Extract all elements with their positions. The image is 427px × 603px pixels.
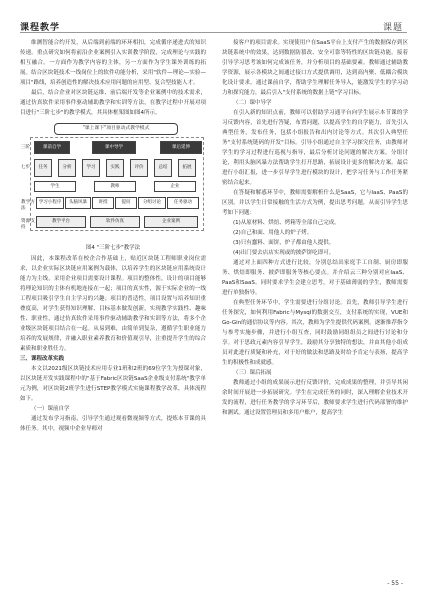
resource-box: 企业案例 xyxy=(144,216,198,228)
method-box: 讲授 xyxy=(92,197,114,209)
paragraph: 通过发布学习指南，引导学生通过观看微视频等方式，提炼本节课的具体任务。其中，视频中企业导师对 xyxy=(20,416,206,432)
figure-title: "课上课下"项目驱动式教学模式 xyxy=(54,123,178,135)
step-box: 总结 xyxy=(154,159,172,177)
step-box: 拓展 xyxy=(178,159,196,177)
actor-box: 企业 xyxy=(154,181,196,192)
right-column xyxy=(222,38,408,418)
method-box: 任务驱动 xyxy=(167,197,199,209)
method-box: 分组讨论 xyxy=(138,197,166,209)
resource-box: 教学平台 xyxy=(36,216,86,228)
list-item: (2)自己和面、用他人的炉子烤。 xyxy=(233,230,313,236)
paragraph: 本文以2021级区块链技术应用专业1班和2班的69位学生为授课对象，以区块链开发实践课程中的"基于Fabric区块链SaaS企业级支付系统"教学单元为例，对区块链2班学生进行STEP教学模式实施课程教学改革，具体流程如下。 xyxy=(20,366,206,402)
list-item: (1)从原材料、烘焙、烤箱等全部自己完成。 xyxy=(233,220,340,226)
actor-box: 学生 xyxy=(34,181,76,192)
left-column xyxy=(20,38,206,434)
method-box: 学习小程序 xyxy=(36,197,64,209)
resource-box: 软件仿真 xyxy=(90,216,140,228)
journal-section-label: 课程教学 xyxy=(20,23,61,33)
method-box: 提问 xyxy=(115,197,137,209)
section-tag: 课题 xyxy=(382,23,403,33)
section-heading: 三、课程改革实践 xyxy=(20,356,65,362)
step-box: 实践 xyxy=(106,159,124,177)
paragraph: 因此，本课程改革在校企合作基础上，贴近区块链工程师职业岗位需求，以企业实际区块链应用案例为载体，以培养学生的区块链应用系统设计能力为主线，采用企业项目需要设计课程。项目的整体性，设计的项目能够将理论知识的主体有机地连接在一起；项目的真实性，源于实际企业的一线工程项目吸引学生自主学习的兴趣；项目的普适性，项目设置与培养知识重叠度高，对学生获得知识理解、目标基本做发创新，实现教学实践性、趣味性、职业性，通过仿真软件采用事件驱动辅助教学和实训等方法，将多个企业级区块链项目结合在一起。从易到难，由简单到复杂，遵循学生职业能力培养的发展规律，并融入职业素养教育和价值观引导，注重提升学生的综合素质和职业胜任力。 xyxy=(20,256,206,352)
step-box: 分析 xyxy=(58,159,76,177)
actor-box: 教师 xyxy=(94,181,136,192)
page-header xyxy=(0,0,427,38)
subsection-heading: （二）课中导学 xyxy=(233,100,272,106)
stage-box: 课后延伸 xyxy=(160,141,202,154)
paragraph: 教师通过小组的成果展示进行反馈评价，完成成果的整理，并引导其闲余时间开展进一步拓展研究。学生在完成任务的同时，深入理解企业技术开发的流程，进行任务教学的学习环节后，教师要求学生进行代码部署的维护和测试。通过设置管理员和多用户账户，提高学生 xyxy=(222,380,408,416)
step-box: 学习 xyxy=(82,159,100,177)
figure-frame xyxy=(30,137,204,231)
teaching-model-figure xyxy=(20,121,206,241)
stage-box: 课中导学 xyxy=(92,141,136,154)
subsection-heading: （一）课前自学 xyxy=(31,406,70,412)
step-axis-label: 七步 xyxy=(21,165,30,170)
header-divider xyxy=(20,32,407,33)
method-box: 头脑风暴 xyxy=(65,197,91,209)
paragraph: 在答疑和解惑环节中，教师需要解析什么是SaaS，它与IaaS、PaaS的区别。并以学生日常接触的生活方式为例，提出思考问题，从而引导学生思考如下问题： xyxy=(222,190,408,216)
paragraph: 最后，结合企业对区块链运维、前后端开发等企业案例中的技术需求，通过仿真软件采用事件驱动辅助教学和实训等方法，在教学过程中开展对项目进行"三阶七步"的教学模式，其具体框架图如图4所示。 xyxy=(20,90,206,116)
stage-box: 课前自学 xyxy=(34,141,70,154)
subsection-heading: （三）课后拓展 xyxy=(233,370,272,376)
means-axis-label: 教学方法 xyxy=(21,200,35,211)
step-box: 评价 xyxy=(130,159,148,177)
paragraph: 在典型任务环节中，学生需要进行分组讨论。首先，教师引导学生进行任务探究，如何利用Fabric与Mysql的数据交互，支付系统的实现，VUE和Go-Gin的通信协议等内容。其次，教师为学生提供代码案例，逐渐推荐指令与参考实施步骤，并进行小组互查，同时鼓励同组组员之间进行讨论和分享。对于思政元素内容引导学生，鼓励其分享独特的想法，并由其他小组成员对此进行质疑和补充，对于好的做法和思路及时给予肯定与表扬，提高学生的积极性和成就感。 xyxy=(222,300,408,366)
figure-caption: 图4 "三阶七步"教学法 xyxy=(85,245,141,251)
list-item: (4)出门要去店店实现或的披萨饼吃即可。 xyxy=(233,250,335,256)
stage-axis-label: 三阶 xyxy=(21,145,30,150)
paragraph: 维测智能合约开发，从后端到前端的环环相扣，完成循序递进式的知识传递。重点研究如何将前沿企业案例引入实训教学阶段，完成理论与实践的相互融合。一方面作为教学内容的主体，另一方面作为学生课外训练的拓展。结合区块链技术一线岗位上的软件功能分析，采用"软件—理论—实验—项目"路线，培养创造性的解决技术应用问题的应用型、复合型技能人才。 xyxy=(20,40,206,86)
support-axis-label: 资源支持 xyxy=(21,219,35,230)
step-box: 任务 xyxy=(34,159,52,177)
paragraph: 接客户的项目需求。实现使用户在SaaS平台上支付产生的数据保存到区块链系统中的效果，达到数据防篡改、安全可靠等特性的区块链功能。接着引导学习思考该如何完成该任务，并分析项目的基础要素。教师通过辅助教学资源，展示各模块之间通过接口方式提供调用，达到高内聚、低耦合模块化设计要求。通过课前自学，帮助学生理解任务导入，能激发学生的学习动力和探究能力，最后引入"支付系统的数据上链"学习目标。 xyxy=(222,40,408,96)
paragraph: 在引入新的知识点前，教师可以借助学习通平台向学生展示本节课的学习反馈内容，首先进行答疑，布置问题，以提高学生的自学能力，首先引入典型任务，发布任务，包括小组报告和出内讨论等方式。其次引入典型任务"支付系统链码的开发"目标。引导小组通过自主学习探究任务，由教师对学生的学习过程进行巡视与指导，最后分析讨论问题的解决方案。分组讨论，利用头脑风暴方法帮助学生打开思路，拓展设计更多的解决方案。最后进行小组汇报，进一步引导学生进行模块的设计，把学习任务与工作任务紧密结合起来。 xyxy=(222,110,408,186)
list-item: (3)只有蠢料、面饼，炉子都由他人提供。 xyxy=(233,240,335,246)
page-number: - 55 - xyxy=(387,580,403,587)
paragraph: 通过对上面四种方式进行比较，分别总结出家庭手工自制、厨房即服务、烘焙即服务、披萨即服务等核心要点。并介绍云三种分别对应IaaS、PaaS和SaaS。同时要求学生会建立思考，对于基础薄弱的学生，教师需要进行单独指导。 xyxy=(222,260,408,296)
